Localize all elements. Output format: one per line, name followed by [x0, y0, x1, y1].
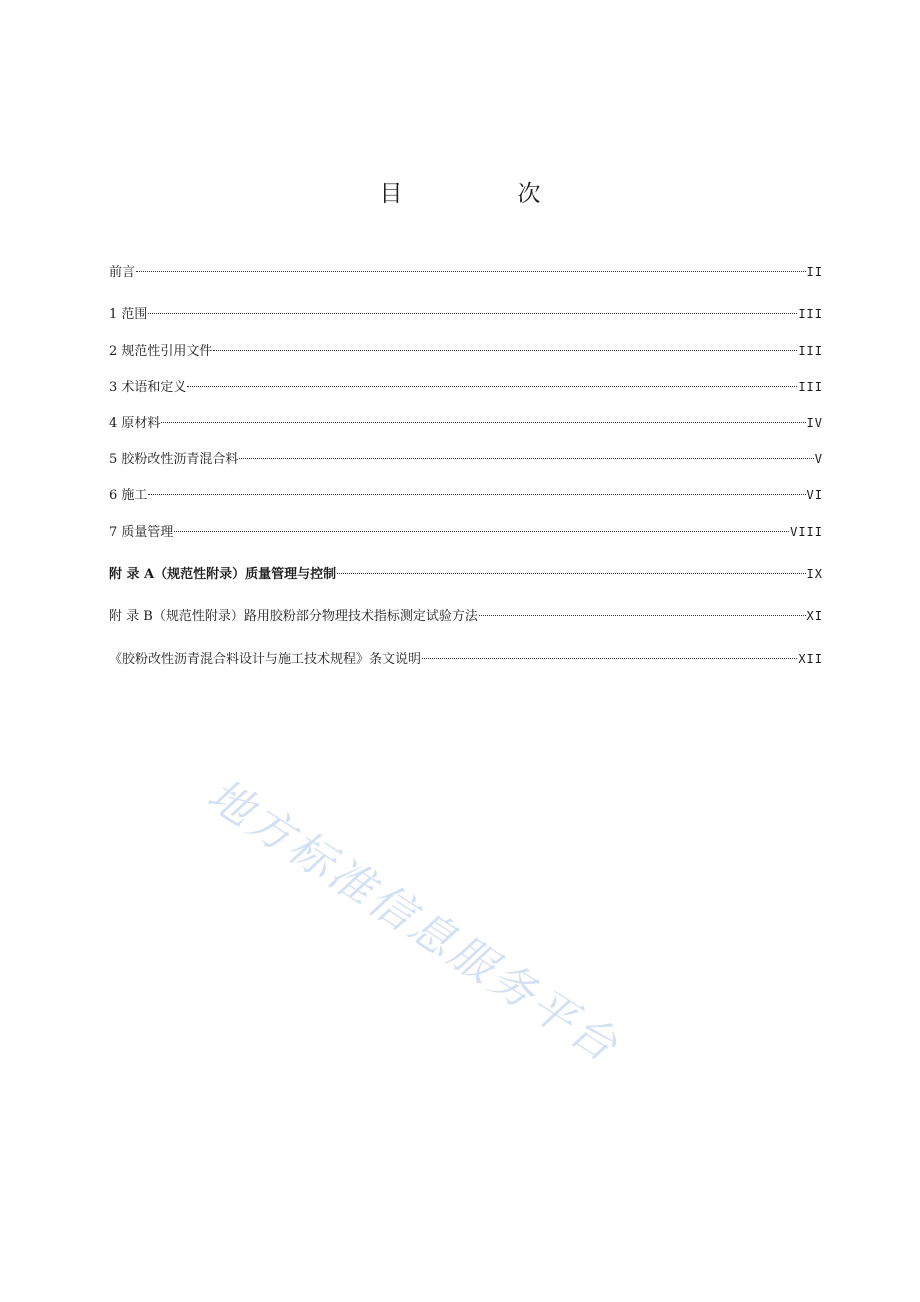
toc-leader-dots: [422, 657, 797, 659]
toc-entry-page: III: [798, 344, 823, 358]
toc-entry-label: 附 录 A（规范性附录）质量管理与控制: [109, 567, 337, 582]
toc-entry-label: 前言: [109, 265, 136, 280]
toc-entry-explanation[interactable]: [109, 648, 823, 670]
toc-leader-dots: [174, 530, 789, 532]
page-title: 目 次: [379, 181, 587, 207]
toc-leader-dots: [213, 349, 797, 351]
toc-leader-dots: [136, 270, 806, 272]
toc-entry-raw-materials[interactable]: [109, 412, 823, 434]
toc-entry-label: 4 原材料: [109, 416, 161, 431]
toc-entry-page: IV: [806, 416, 823, 430]
toc-leader-dots: [187, 385, 797, 387]
toc-entry-page: IX: [806, 567, 823, 581]
toc-entry-label: 3 术语和定义: [109, 380, 187, 395]
toc-entry-page: XII: [798, 652, 823, 666]
toc-entry-terms[interactable]: [109, 376, 823, 398]
toc-entry-normative-references[interactable]: [109, 340, 823, 362]
toc-entry-label: 1 范围: [109, 307, 148, 322]
toc-entry-page: VI: [806, 488, 823, 502]
toc-entry-page: VIII: [790, 525, 823, 539]
toc-leader-dots: [148, 493, 805, 495]
toc-entry-page: XI: [806, 609, 823, 623]
toc-entry-label: 5 胶粉改性沥青混合料: [109, 452, 239, 467]
toc-entry-label: 6 施工: [109, 488, 148, 503]
toc-entry-scope[interactable]: [109, 303, 823, 325]
toc-leader-dots: [337, 572, 805, 574]
toc-entry-page: II: [806, 265, 823, 279]
toc-entry-label: 2 规范性引用文件: [109, 344, 213, 359]
toc-entry-page: III: [798, 380, 823, 394]
toc-entry-construction[interactable]: [109, 484, 823, 506]
toc-entry-appendix-b[interactable]: [109, 605, 823, 627]
watermark: 地方标准信息服务平台: [198, 769, 629, 1074]
toc-leader-dots: [479, 614, 806, 616]
toc-entry-label: 《胶粉改性沥青混合料设计与施工技术规程》条文说明: [109, 652, 422, 667]
toc-entry-label: 7 质量管理: [109, 525, 174, 540]
toc-leader-dots: [239, 457, 813, 459]
toc-entry-page: III: [798, 307, 823, 321]
toc-entry-page: V: [814, 452, 823, 466]
toc-entry-label: 附 录 B（规范性附录）路用胶粉部分物理技术指标测定试验方法: [109, 609, 478, 624]
toc-entry-appendix-a[interactable]: [109, 563, 823, 585]
toc-leader-dots: [161, 421, 805, 423]
toc-leader-dots: [148, 312, 797, 314]
toc-entry-quality-management[interactable]: [109, 521, 823, 543]
toc-entry-mixture[interactable]: [109, 448, 823, 470]
toc-entry-preface[interactable]: [109, 261, 823, 283]
